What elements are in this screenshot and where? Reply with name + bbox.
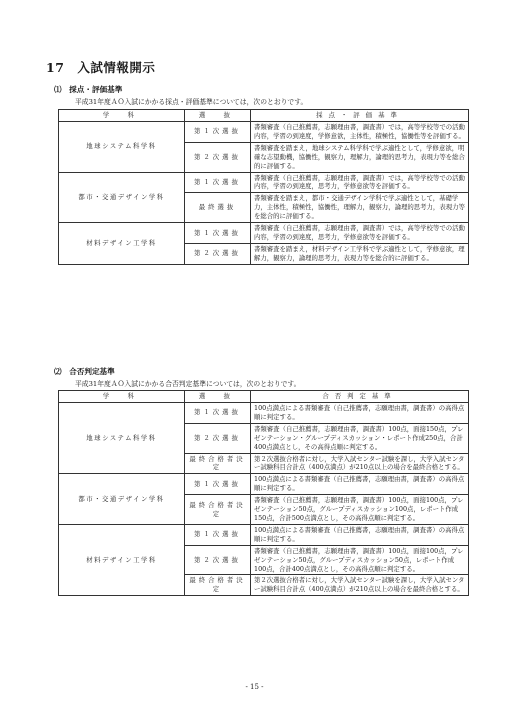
- header-criteria: 採点・評価基準: [251, 110, 469, 122]
- table-row: [59, 172, 469, 193]
- header-stage: 選 抜: [185, 391, 251, 403]
- stage-cell: 最終選抜: [185, 193, 251, 223]
- criteria-cell: 書類審査（自己推薦書，志願理由書，調査書）では，高等学校等での活動内容，学習の到達度，思考力，学修意欲等を評価する。: [251, 172, 469, 193]
- table-row: [59, 474, 469, 495]
- department-cell: 材料デザイン工学科: [59, 524, 185, 595]
- criteria-cell: 100点満点による書類審査（自己推薦書，志願理由書，調査書）の高得点順に判定する。: [251, 474, 469, 495]
- stage-cell: 第１次選抜: [185, 524, 251, 545]
- criteria-cell: 書類審査（自己推薦書，志願理由書，調査書）では，高等学校等での活動内容，学習の到達度，学修意欲，主体性，積極性，協働性等を評価する。: [251, 122, 469, 143]
- section-2-heading: ⑵ 合否判定基準: [54, 367, 115, 376]
- criteria-cell: 書類審査を踏まえ，材料デザイン工学科で学ぶ適性として，学修意欲，理解力，観察力，論理的思考力，表現力等を総合的に評価する。: [251, 243, 469, 264]
- criteria-cell: 書類審査（自己推薦書，志願理由書，調査書）100点，面接100点，プレゼンテーション50点，グループディスカッション50点，レポート作成100点，合計400点満点とし，その高得点順に判定する。: [251, 545, 469, 575]
- pass-criteria-table: [58, 390, 469, 596]
- stage-cell: 第２次選抜: [185, 142, 251, 172]
- criteria-cell: 書類審査（自己推薦書，志願理由書，調査書）100点，面接150点，プレゼンテーション・グループディスカッション・レポート作成250点，合計400点満点とし，その高得点順に判定する。: [251, 423, 469, 453]
- stage-cell: 第１次選抜: [185, 122, 251, 143]
- table-row: [59, 524, 469, 545]
- section-1-intro: 平成31年度ＡＯ入試にかかる採点・評価基準については，次のとおりです。: [75, 98, 308, 106]
- criteria-cell: 100点満点による書類審査（自己推薦書，志願理由書，調査書）の高得点順に判定する。: [251, 524, 469, 545]
- page-title: 17 入試情報開示: [46, 60, 156, 75]
- table-row: [59, 223, 469, 244]
- table-header-row: [59, 391, 469, 403]
- table-row: [59, 122, 469, 143]
- stage-cell: 最終合格者決定: [185, 495, 251, 525]
- header-department: 学 科: [59, 110, 185, 122]
- criteria-cell: 書類審査を踏まえ，地球システム科学科で学ぶ適性として，学修意欲，明確な志望動機，協働性，観察力，理解力，論理的思考力，表現力等を総合的に評価する。: [251, 142, 469, 172]
- header-criteria: 合否判定基準: [251, 391, 469, 403]
- page-number: - 15 -: [245, 683, 264, 691]
- stage-cell: 第２次選抜: [185, 423, 251, 453]
- stage-cell: 第１次選抜: [185, 474, 251, 495]
- section-1-heading: ⑴ 採点・評価基準: [54, 85, 123, 94]
- scoring-criteria-table: [58, 109, 469, 265]
- stage-cell: 第１次選抜: [185, 223, 251, 244]
- criteria-cell: 書類審査を踏まえ，都市・交通デザイン学科で学ぶ適性として，基礎学力，主体性，積極性，協働性，理解力，観察力，論理的思考力，表現力等を総合的に評価する。: [251, 193, 469, 223]
- table-row: [59, 403, 469, 424]
- criteria-cell: 100点満点による書類審査（自己推薦書，志願理由書，調査書）の高得点順に判定する。: [251, 403, 469, 424]
- criteria-cell: 書類審査（自己推薦書，志願理由書，調査書）では，高等学校等での活動内容，学習の到達度，思考力，学修意欲等を評価する。: [251, 223, 469, 244]
- header-stage: 選 抜: [185, 110, 251, 122]
- stage-cell: 最終合格者決定: [185, 453, 251, 474]
- criteria-cell: 第２次選抜合格者に対し，大学入試センター試験を課し，大学入試センター試験科目合計点（400点満点）が210点以上の場合を最終合格とする。: [251, 453, 469, 474]
- department-cell: 都市・交通デザイン学科: [59, 474, 185, 525]
- header-department: 学 科: [59, 391, 185, 403]
- department-cell: 都市・交通デザイン学科: [59, 172, 185, 223]
- criteria-cell: 書類審査（自己推薦書，志願理由書，調査書）100点，面接100点，プレゼンテーション50点，グループディスカッション100点，レポート作成150点，合計500点満点とし，その高得点順に判定する。: [251, 495, 469, 525]
- stage-cell: 第１次選抜: [185, 172, 251, 193]
- section-2-intro: 平成31年度ＡＯ入試にかかる合否判定基準については，次のとおりです。: [75, 380, 301, 388]
- department-cell: 材料デザイン工学科: [59, 223, 185, 265]
- criteria-cell: 第２次選抜合格者に対し，大学入試センター試験を課し，大学入試センター試験科目合計点（400点満点）が210点以上の場合を最終合格とする。: [251, 575, 469, 596]
- department-cell: 地球システム科学科: [59, 403, 185, 474]
- stage-cell: 最終合格者決定: [185, 575, 251, 596]
- stage-cell: 第２次選抜: [185, 243, 251, 264]
- table-header-row: [59, 110, 469, 122]
- stage-cell: 第１次選抜: [185, 403, 251, 424]
- department-cell: 地球システム科学科: [59, 122, 185, 173]
- stage-cell: 第２次選抜: [185, 545, 251, 575]
